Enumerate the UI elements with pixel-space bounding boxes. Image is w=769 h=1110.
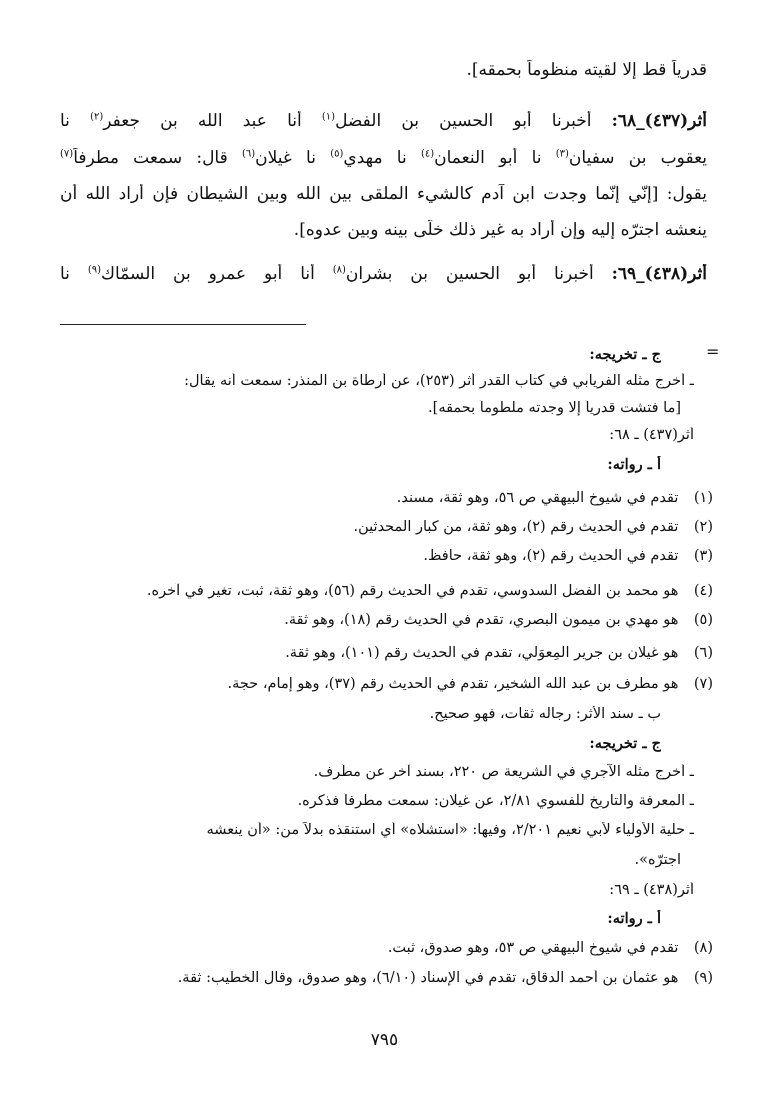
footnote-line: أثر(٤٣٨) ـ ٦٩:: [609, 882, 694, 898]
footnote-text: تقدم في الحديث رقم (٢)، وهو ثقة، من كبار المحدثين.: [353, 519, 679, 535]
footnote-ref: (٨): [332, 264, 346, 276]
footnote-item-9: [60, 970, 713, 986]
text-fragment: أنا عبد الله بن جعفر: [103, 111, 302, 131]
text-fragment: يعقوب بن سفيان: [568, 148, 707, 168]
footnote-line: [ما فتشت قدرياً إلا وجدته ملطوماً بحمقه].: [428, 400, 681, 416]
footnote-number: (٧): [693, 676, 713, 692]
footnote-text: تقدم في الحديث رقم (٢)، وهو ثقة، حافظ.: [423, 548, 679, 564]
footnote-ref: (٥): [330, 148, 344, 160]
text-fragment: نا: [60, 264, 70, 284]
footnote-number: (٩): [693, 970, 713, 986]
footnote-heading: أ ـ رواته:: [607, 456, 661, 473]
footnote-number: (٦): [693, 645, 713, 661]
footnote-item-8: [60, 940, 713, 956]
main-text-line-6: [60, 264, 707, 284]
footnote-item-5: [60, 612, 713, 628]
footnote-number: (٨): [693, 940, 713, 956]
footnote-line: ـ حلية الأولياء لأبي نعيم ٢/٢٠١، وفيها: «استشلاه» أي استنقذه بدلاً من: «أن ينعشه: [206, 822, 694, 838]
main-text-line-1: [60, 60, 707, 80]
footnote-item-6: [60, 645, 713, 661]
footnote-ref: (٦): [241, 148, 256, 160]
footnote-number: (٣): [693, 548, 713, 564]
continuation-mark: =: [706, 342, 720, 361]
main-text-line-3: [60, 148, 707, 168]
text-fragment: يقول: [إنّي إنّما وجدت ابن آدم كالشيء الملقى بين الله وبين الشيطان فإن أراد الله أن: [60, 184, 707, 204]
footnote-text: تقدم في شيوخ البيهقي ص ٥٦، وهو ثقة، مسند.: [396, 490, 679, 506]
athar-438-label: أثر(٤٣٨)_٦٩:: [611, 264, 707, 284]
footnote-ref: (٩): [87, 264, 102, 276]
text-fragment: نا: [60, 111, 70, 131]
footnote-text: هو عثمان بن أحمد الدقاق، تقدم في الإسناد (٦/١٠)، وهو صدوق، وقال الخطيب: ثقة.: [177, 970, 679, 986]
footnote-divider: [60, 324, 306, 325]
footnote-line: اجترّه».: [634, 852, 681, 868]
footnote-ref: (٣): [555, 148, 569, 160]
footnote-ref: (١): [321, 111, 336, 123]
footnote-number: (٥): [693, 612, 713, 628]
text-fragment: قال: سمعت مطرفاً: [73, 148, 228, 168]
footnote-ref: (٧): [60, 148, 74, 160]
footnote-number: (١): [693, 490, 713, 506]
footnote-ref: (٢): [90, 111, 104, 123]
text-fragment: نا أبو النعمان: [434, 148, 542, 168]
footnote-line: ـ أخرج مثله الآجري في الشريعة ص ٢٢٠، بسند آخر عن مطّرف.: [313, 764, 694, 780]
footnote-text: هو غيلان بن جرير المِعوَلي، تقدم في الحديث رقم (١٠١)، وهو ثقة.: [285, 645, 679, 661]
footnote-item-1: [60, 490, 713, 506]
footnote-text: هو محمد بن الفضل السدوسي، تقدم في الحديث رقم (٥٦)، وهو ثقة، ثبت، تغير في آخره.: [146, 583, 679, 599]
footnote-line: ب ـ سند الأثر: رجاله ثقات، فهو صحيح.: [429, 706, 661, 722]
text-fragment: قدرياً قط إلا لقيته منظوماً بحمقه].: [466, 60, 707, 80]
text-fragment: ينعشه اجترّه إليه وإن أراد به غير ذلك خلّى بينه وبين عدوه].: [293, 220, 707, 240]
footnote-ref: (٤): [420, 148, 435, 160]
footnote-line: أثر(٤٣٧) ـ ٦٨:: [609, 427, 694, 443]
footnote-item-3: [60, 548, 713, 564]
footnote-heading: ج ـ تخريجه:: [589, 735, 661, 752]
main-text-line-2: [60, 111, 707, 131]
footnote-line: ـ المعرفة والتاريخ للفسوي ٢/٨١، عن غيلان: سمعت مطرفاً فذكره.: [297, 793, 694, 809]
main-text-line-4: [60, 184, 707, 204]
footnote-item-2: [60, 519, 713, 535]
athar-437-label: أثر(٤٣٧)_٦٨:: [611, 111, 707, 131]
text-fragment: نا غيلان: [255, 148, 316, 168]
footnote-heading: أ ـ رواته:: [607, 910, 661, 927]
footnote-text: هو مهدي بن ميمون البصري، تقدم في الحديث رقم (١٨)، وهو ثقة.: [284, 612, 679, 628]
footnote-item-7: [60, 676, 713, 692]
page-number: ٧٩٥: [370, 1030, 399, 1050]
footnote-line: ـ أخرج مثله الفريابي في كتاب القدر أثر (٢٥٣)، عن أرطاة بن المنذر: سمعت أنه يقال:: [184, 373, 694, 389]
footnote-heading: ج ـ تخريجه:: [589, 346, 661, 363]
footnote-text: تقدم في شيوخ البيهقي ص ٥٣، وهو صدوق، ثبت.: [387, 940, 679, 956]
text-fragment: أخبرنا أبو الحسين بن الفضل: [335, 111, 592, 131]
footnote-item-4: [60, 583, 713, 599]
footnote-text: هو مطرف بن عبد الله الشخير، تقدم في الحديث رقم (٣٧)، وهو إمام، حجة.: [227, 676, 679, 692]
text-fragment: أخبرنا أبو الحسين بن بشران: [345, 264, 594, 284]
text-fragment: أنا أبو عمرو بن السمّاك: [101, 264, 315, 284]
footnote-number: (٢): [693, 519, 713, 535]
main-text-line-5: [60, 220, 707, 240]
footnote-number: (٤): [693, 583, 713, 599]
text-fragment: نا مهدي: [343, 148, 407, 168]
